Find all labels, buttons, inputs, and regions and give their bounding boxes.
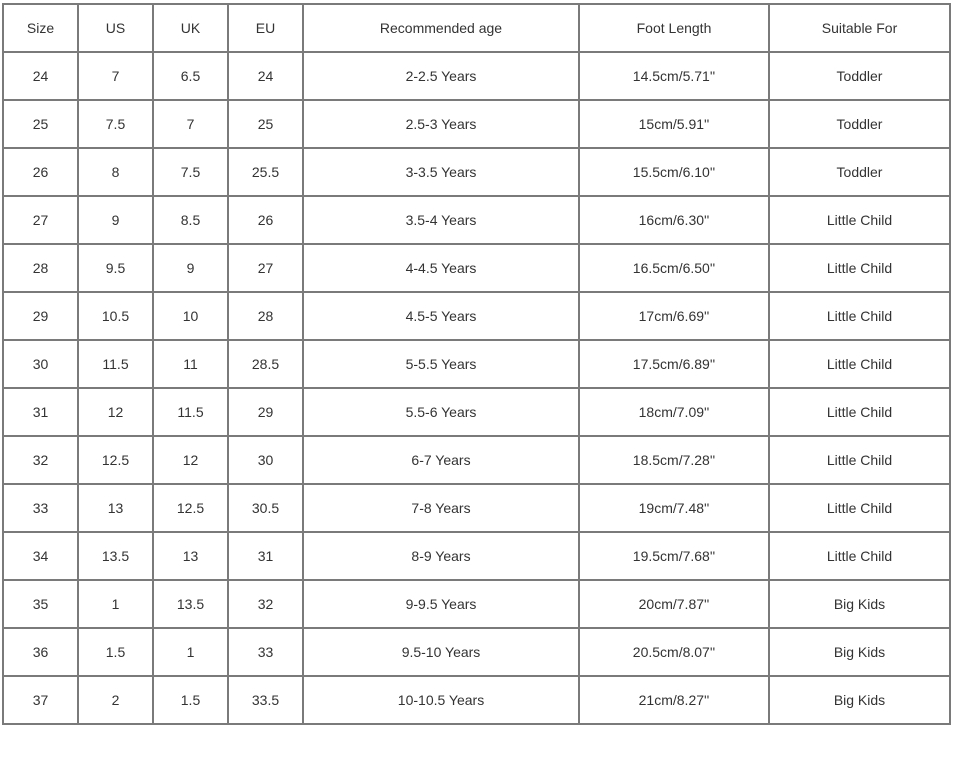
header-uk: UK [154, 3, 229, 53]
cell-uk: 1.5 [154, 677, 229, 725]
cell-recommended-age: 9.5-10 Years [304, 629, 580, 677]
table-row [2, 149, 951, 197]
cell-foot-length: 19.5cm/7.68'' [580, 533, 770, 581]
table-row [2, 245, 951, 293]
cell-us: 11.5 [79, 341, 154, 389]
cell-size: 29 [2, 293, 79, 341]
cell-suitable-for: Toddler [770, 149, 951, 197]
cell-foot-length: 15cm/5.91'' [580, 101, 770, 149]
table-row [2, 389, 951, 437]
cell-eu: 25.5 [229, 149, 304, 197]
cell-suitable-for: Big Kids [770, 581, 951, 629]
cell-foot-length: 14.5cm/5.71'' [580, 53, 770, 101]
cell-suitable-for: Big Kids [770, 629, 951, 677]
header-foot-length: Foot Length [580, 3, 770, 53]
cell-recommended-age: 8-9 Years [304, 533, 580, 581]
header-us: US [79, 3, 154, 53]
cell-us: 13.5 [79, 533, 154, 581]
table-row [2, 629, 951, 677]
cell-us: 9.5 [79, 245, 154, 293]
cell-uk: 6.5 [154, 53, 229, 101]
cell-suitable-for: Little Child [770, 341, 951, 389]
cell-suitable-for: Little Child [770, 437, 951, 485]
size-chart-body [2, 3, 951, 725]
table-row [2, 677, 951, 725]
cell-uk: 9 [154, 245, 229, 293]
cell-suitable-for: Toddler [770, 53, 951, 101]
cell-eu: 33.5 [229, 677, 304, 725]
cell-suitable-for: Big Kids [770, 677, 951, 725]
cell-uk: 10 [154, 293, 229, 341]
cell-recommended-age: 2.5-3 Years [304, 101, 580, 149]
table-row [2, 53, 951, 101]
cell-us: 2 [79, 677, 154, 725]
cell-size: 35 [2, 581, 79, 629]
cell-us: 1.5 [79, 629, 154, 677]
table-row [2, 581, 951, 629]
cell-eu: 25 [229, 101, 304, 149]
cell-eu: 29 [229, 389, 304, 437]
cell-suitable-for: Little Child [770, 197, 951, 245]
table-row [2, 341, 951, 389]
cell-foot-length: 20cm/7.87'' [580, 581, 770, 629]
cell-uk: 7.5 [154, 149, 229, 197]
cell-suitable-for: Little Child [770, 389, 951, 437]
cell-recommended-age: 10-10.5 Years [304, 677, 580, 725]
cell-foot-length: 18.5cm/7.28'' [580, 437, 770, 485]
table-row [2, 197, 951, 245]
cell-size: 34 [2, 533, 79, 581]
cell-eu: 24 [229, 53, 304, 101]
cell-foot-length: 17.5cm/6.89'' [580, 341, 770, 389]
table-header-row [2, 3, 951, 53]
cell-foot-length: 15.5cm/6.10'' [580, 149, 770, 197]
cell-foot-length: 17cm/6.69'' [580, 293, 770, 341]
cell-eu: 28.5 [229, 341, 304, 389]
cell-us: 1 [79, 581, 154, 629]
cell-foot-length: 19cm/7.48'' [580, 485, 770, 533]
cell-recommended-age: 6-7 Years [304, 437, 580, 485]
cell-uk: 1 [154, 629, 229, 677]
cell-us: 12 [79, 389, 154, 437]
header-eu: EU [229, 3, 304, 53]
cell-suitable-for: Toddler [770, 101, 951, 149]
cell-uk: 12 [154, 437, 229, 485]
cell-uk: 13 [154, 533, 229, 581]
cell-size: 25 [2, 101, 79, 149]
cell-recommended-age: 9-9.5 Years [304, 581, 580, 629]
cell-eu: 30.5 [229, 485, 304, 533]
table-row [2, 437, 951, 485]
header-suitable-for: Suitable For [770, 3, 951, 53]
cell-size: 31 [2, 389, 79, 437]
cell-uk: 7 [154, 101, 229, 149]
cell-foot-length: 20.5cm/8.07'' [580, 629, 770, 677]
cell-uk: 11 [154, 341, 229, 389]
cell-foot-length: 16cm/6.30'' [580, 197, 770, 245]
size-chart-table [2, 3, 951, 725]
cell-recommended-age: 2-2.5 Years [304, 53, 580, 101]
cell-recommended-age: 3.5-4 Years [304, 197, 580, 245]
cell-size: 37 [2, 677, 79, 725]
cell-us: 9 [79, 197, 154, 245]
cell-uk: 11.5 [154, 389, 229, 437]
cell-size: 27 [2, 197, 79, 245]
cell-foot-length: 21cm/8.27'' [580, 677, 770, 725]
cell-size: 32 [2, 437, 79, 485]
cell-us: 7 [79, 53, 154, 101]
cell-size: 33 [2, 485, 79, 533]
header-size: Size [2, 3, 79, 53]
cell-foot-length: 18cm/7.09'' [580, 389, 770, 437]
table-row [2, 485, 951, 533]
table-row [2, 293, 951, 341]
cell-size: 24 [2, 53, 79, 101]
cell-recommended-age: 3-3.5 Years [304, 149, 580, 197]
header-recommended-age: Recommended age [304, 3, 580, 53]
cell-size: 30 [2, 341, 79, 389]
cell-eu: 33 [229, 629, 304, 677]
cell-eu: 32 [229, 581, 304, 629]
table-row [2, 101, 951, 149]
cell-uk: 13.5 [154, 581, 229, 629]
cell-us: 8 [79, 149, 154, 197]
table-row [2, 533, 951, 581]
cell-suitable-for: Little Child [770, 485, 951, 533]
cell-suitable-for: Little Child [770, 533, 951, 581]
cell-recommended-age: 7-8 Years [304, 485, 580, 533]
cell-us: 7.5 [79, 101, 154, 149]
cell-uk: 12.5 [154, 485, 229, 533]
cell-recommended-age: 5.5-6 Years [304, 389, 580, 437]
cell-recommended-age: 4-4.5 Years [304, 245, 580, 293]
cell-eu: 26 [229, 197, 304, 245]
cell-us: 12.5 [79, 437, 154, 485]
cell-eu: 30 [229, 437, 304, 485]
cell-us: 13 [79, 485, 154, 533]
cell-size: 36 [2, 629, 79, 677]
cell-suitable-for: Little Child [770, 293, 951, 341]
cell-size: 28 [2, 245, 79, 293]
cell-recommended-age: 5-5.5 Years [304, 341, 580, 389]
cell-eu: 28 [229, 293, 304, 341]
cell-eu: 27 [229, 245, 304, 293]
cell-us: 10.5 [79, 293, 154, 341]
cell-recommended-age: 4.5-5 Years [304, 293, 580, 341]
cell-foot-length: 16.5cm/6.50'' [580, 245, 770, 293]
cell-suitable-for: Little Child [770, 245, 951, 293]
cell-uk: 8.5 [154, 197, 229, 245]
cell-size: 26 [2, 149, 79, 197]
cell-eu: 31 [229, 533, 304, 581]
